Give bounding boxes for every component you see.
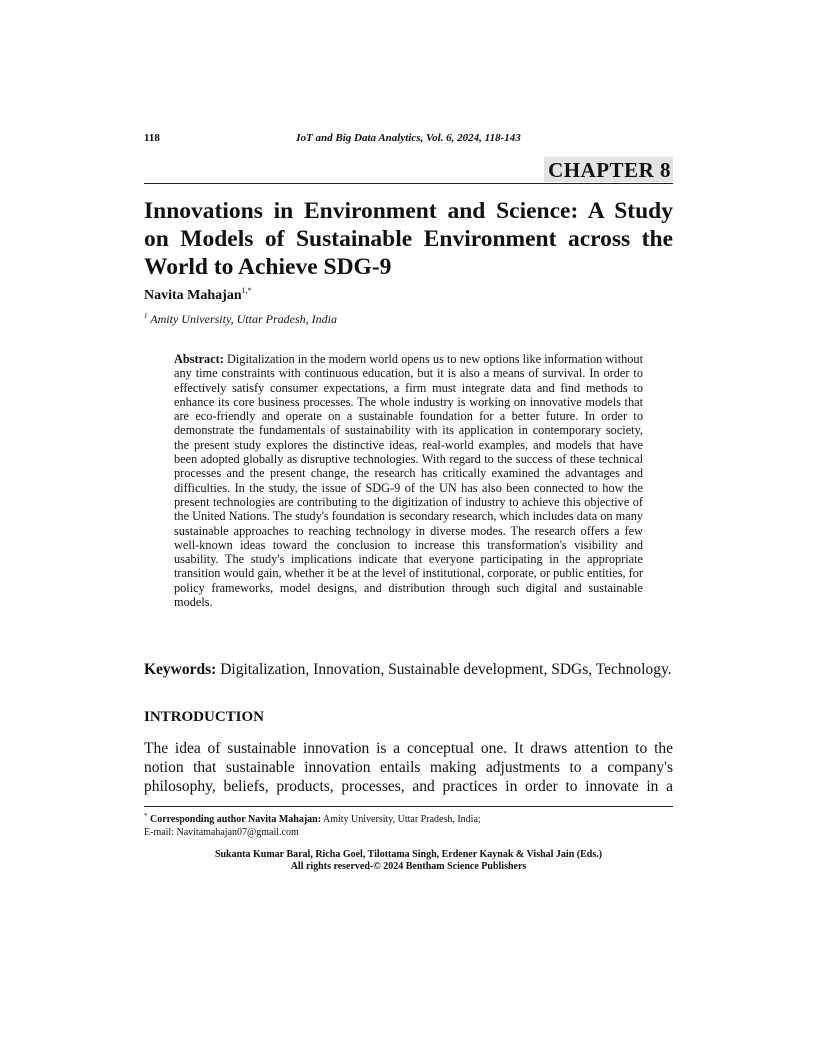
publisher-block xyxy=(144,849,673,873)
affiliation-line xyxy=(144,312,337,327)
rights-line: All rights reserved-© 2024 Bentham Science Publishers xyxy=(290,861,527,872)
page-number: 118 xyxy=(144,132,160,144)
editors-line: Sukanta Kumar Baral, Richa Goel, Tilottama Singh, Erdener Kaynak & Vishal Jain (Eds.) xyxy=(214,849,603,860)
footnote-line xyxy=(144,810,673,826)
footnote-email: E-mail: Navitamahajan07@gmail.com xyxy=(144,827,299,838)
footnote xyxy=(144,810,673,839)
keywords xyxy=(144,660,673,679)
footnote-mark: * xyxy=(144,812,148,820)
footnote-label: Corresponding author Navita Mahajan: xyxy=(150,814,322,825)
chapter-header xyxy=(144,157,673,184)
author-name: Navita Mahajan xyxy=(144,288,242,303)
author-line xyxy=(144,286,252,304)
chapter-label: CHAPTER 8 xyxy=(544,157,673,182)
affiliation-mark: 1 xyxy=(144,312,148,320)
paper-title: Innovations in Environment and Science: A Study on Models of Sustainable Environment across the World to Achieve SDG-9 xyxy=(144,198,673,280)
journal-citation: IoT and Big Data Analytics, Vol. 6, 2024, 118-143 xyxy=(296,132,521,144)
section-heading-introduction: INTRODUCTION xyxy=(144,709,265,725)
keywords-text: Digitalization, Innovation, Sustainable development, SDGs, Technology. xyxy=(220,661,672,678)
author-marks: 1,* xyxy=(241,286,252,295)
running-head xyxy=(144,132,673,150)
footnote-text: Amity University, Uttar Pradesh, India; xyxy=(323,814,481,825)
affiliation: Amity University, Uttar Pradesh, India xyxy=(150,312,337,326)
keywords-label: Keywords: xyxy=(144,661,217,678)
introduction-paragraph: The idea of sustainable innovation is a conceptual one. It draws attention to the notion that sustainable innovation entails making adjustments to a company's philosophy, beliefs, products, processes, and practices in order to innovate in a xyxy=(144,740,673,796)
abstract-text: Digitalization in the modern world opens us to new options like information without any time constraints with continuous education, but it is also a means of survival. In order to effectively satisfy consumer expectations, a firm must integrate data and find methods to enhance its core business processes. The whole industry is working on innovative models that are eco-friendly and operate on a sustainable foundation for a better future. In order to demonstrate the fundamentals of sustainability with its application in contemporary society, the present study explores the distinctive ideas, real-world examples, and models that have been adopted globally as disruptive technologies. With regard to the success of these technical processes and the present change, the research has critically examined the advantages and difficulties. In the study, the issue of SDG-9 of the UN has also been connected to how the present technologies are contributing to the digitization of industry to achieve this objective of the United Nations. The study's foundation is secondary research, which includes data on many sustainable approaches to reaching technology in diverse modes. The research offers a few well-known ideas toward the conclusion to increase this transformation's visibility and usability. The study's implications indicate that everyone participating in the appropriate transition would gain, whether it be at the level of institutional, corporate, or public entities, for policy frameworks, model designs, and distribution through such digital and sustainable models. xyxy=(174,352,643,610)
footnote-divider xyxy=(144,806,673,807)
abstract-label: Abstract: xyxy=(174,352,224,366)
abstract xyxy=(174,352,643,609)
